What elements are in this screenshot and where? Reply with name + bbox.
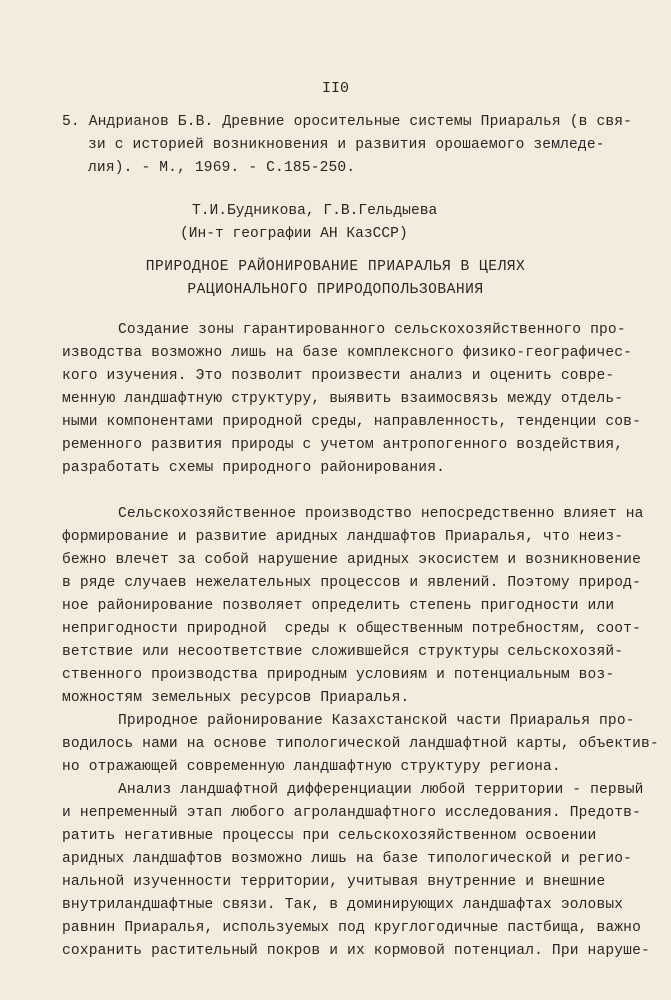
paragraph-2-line-5: ное районирование позволяет определить степень пригодности или — [62, 598, 615, 614]
article-title-line-1: ПРИРОДНОЕ РАЙОНИРОВАНИЕ ПРИАРАЛЬЯ В ЦЕЛЯХ — [145, 259, 526, 275]
paragraph-2-line-2: формирование и развитие аридных ландшафтов Приаралья, что неиз- — [62, 529, 624, 545]
paragraph-1-line-4: менную ландшафтную структуру, выявить взаимосвязь между отдель- — [62, 391, 624, 407]
paragraph-1-line-2: изводства возможно лишь на базе комплексного физико-географичес- — [62, 345, 633, 361]
paragraph-4-line-6: внутриландшафтные связи. Так, в доминирующих ландшафтах эоловых — [62, 897, 624, 913]
author-affiliation: (Ин-т географии АН КазССР) — [180, 226, 408, 242]
paragraph-3-line-1: Природное районирование Казахстанской части Приаралья про- — [118, 713, 635, 729]
paragraph-4-line-2: и непременный этап любого агроландшафтного исследования. Предотв- — [62, 805, 641, 821]
paragraph-1-line-5: ными компонентами природной среды, направленность, тенденции сов- — [62, 414, 641, 430]
paragraph-4-line-3: ратить негативные процессы при сельскохозяйственном освоении — [62, 828, 597, 844]
paragraph-4-line-1: Анализ ландшафтной дифференциации любой территории - первый — [118, 782, 644, 798]
paragraph-2-line-1: Сельскохозяйственное производство непосредственно влияет на — [118, 506, 644, 522]
paragraph-2-line-3: бежно влечет за собой нарушение аридных экосистем и возникновение — [62, 552, 641, 568]
paragraph-2-line-7: ветствие или несоответствие сложившейся структуры сельскохозяй- — [62, 644, 624, 660]
paragraph-2-line-9: можностям земельных ресурсов Приаралья. — [62, 690, 410, 706]
paragraph-1-line-1: Создание зоны гарантированного сельскохозяйственного про- — [118, 322, 626, 338]
page-number: II0 — [321, 80, 349, 97]
reference-line-1: 5. Андрианов Б.В. Древние оросительные системы Приаралья (в свя- — [62, 114, 633, 130]
paragraph-2-line-8: ственного производства природным условиям и потенциальным воз- — [62, 667, 615, 683]
paragraph-2-line-6: непригодности природной среды к общественным потребностям, соот- — [62, 621, 641, 637]
paragraph-4-line-5: нальной изученности территории, учитывая внутренние и внешние — [62, 874, 606, 890]
paragraph-1-line-6: ременного развития природы с учетом антропогенного воздействия, — [62, 437, 624, 453]
paragraph-2-line-4: в ряде случаев нежелательных процессов и явлений. Поэтому природ- — [62, 575, 641, 591]
paragraph-4-line-4: аридных ландшафтов возможно лишь на базе типологической и регио- — [62, 851, 633, 867]
paragraph-4-line-8: сохранить растительный покров и их кормовой потенциал. При наруше- — [62, 943, 650, 959]
paragraph-3-line-2: водилось нами на основе типологической ландшафтной карты, объектив- — [62, 736, 659, 752]
paragraph-1-line-3: кого изучения. Это позволит произвести анализ и оценить совре- — [62, 368, 615, 384]
author-names: Т.И.Будникова, Г.В.Гельдыева — [192, 203, 438, 219]
paragraph-4-line-7: равнин Приаралья, используемых под круглогодичные пастбища, важно — [62, 920, 641, 936]
paragraph-1-line-7: разработать схемы природного районирования. — [62, 460, 446, 476]
article-title-line-2: РАЦИОНАЛЬНОГО ПРИРОДОПОЛЬЗОВАНИЯ — [187, 282, 484, 298]
paragraph-3-line-3: но отражающей современную ландшафтную структуру региона. — [62, 759, 561, 775]
reference-line-2: зи с историей возникновения и развития орошаемого земледе- — [88, 137, 605, 153]
reference-line-3: лия). - М., 1969. - С.185-250. — [88, 160, 356, 176]
